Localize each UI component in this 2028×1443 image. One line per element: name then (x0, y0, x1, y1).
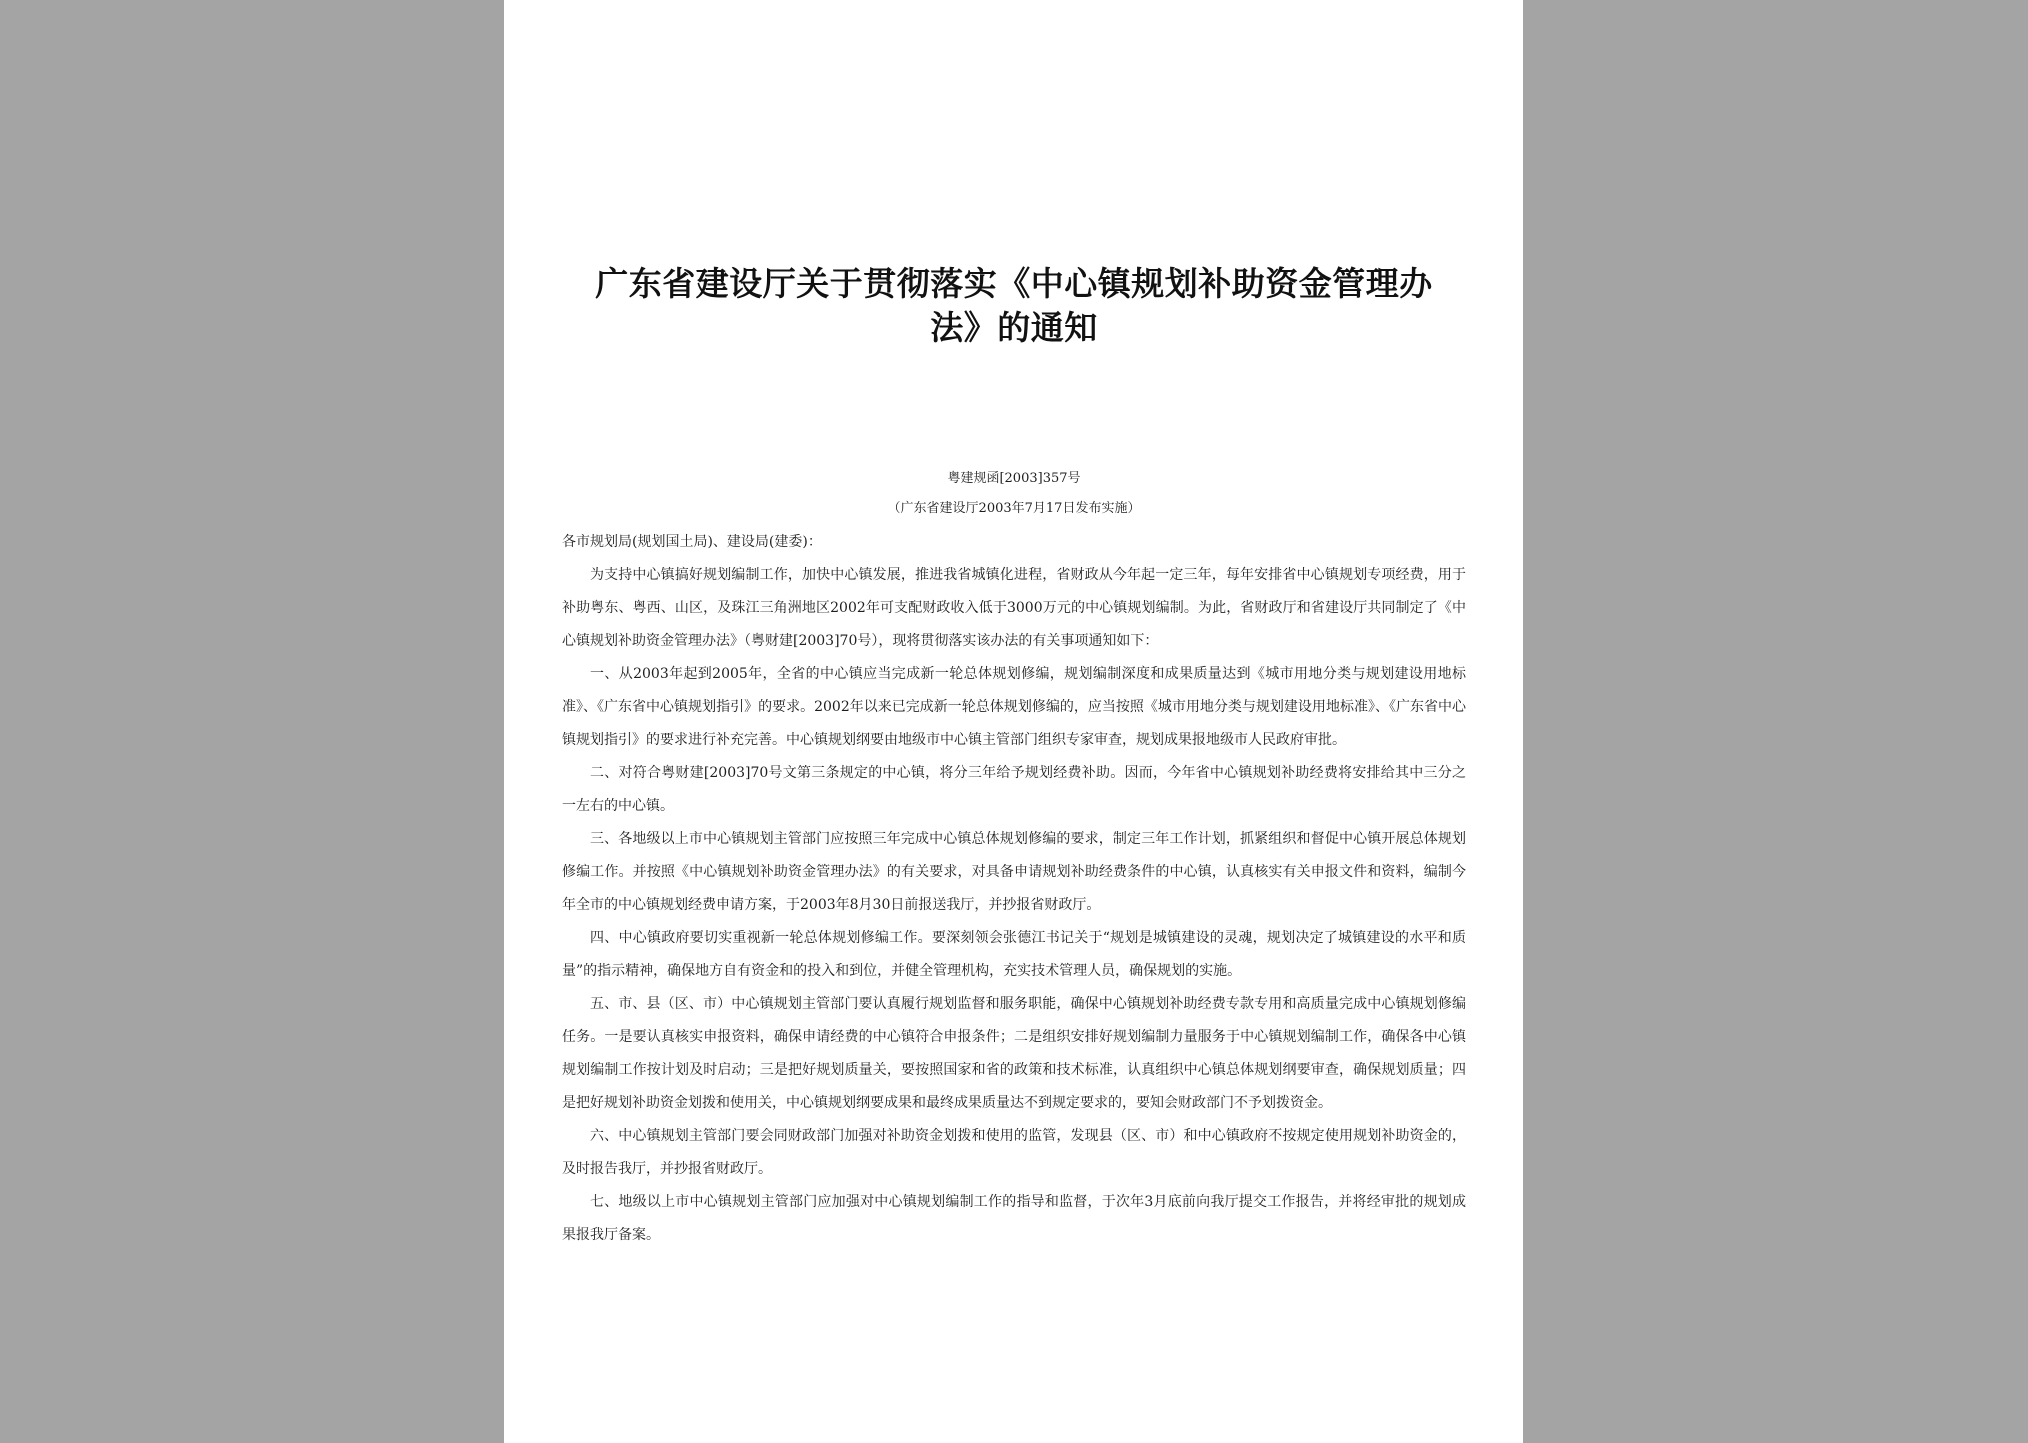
paragraph-item-3: 三、各地级以上市中心镇规划主管部门应按照三年完成中心镇总体规划修编的要求，制定三年工作计划，抓紧组织和督促中心镇开展总体规划修编工作。并按照《中心镇规划补助资金管理办法》的有关要求，对具备申请规划补助经费条件的中心镇，认真核实有关申报文件和资料，编制今年全市的中心镇规划经费申请方案，于2003年8月30日前报送我厅，并抄报省财政厅。 (562, 831, 1466, 913)
issue-note: （广东省建设厅2003年7月17日发布实施） (887, 501, 1141, 516)
paragraph-intro: 为支持中心镇搞好规划编制工作，加快中心镇发展，推进我省城镇化进程，省财政从今年起一定三年，每年安排省中心镇规划专项经费，用于补助粤东、粤西、山区，及珠江三角洲地区2002年可支配财政收入低于3000万元的中心镇规划编制。为此，省财政厅和省建设厅共同制定了《中心镇规划补助资金管理办法》（粤财建[2003]70号），现将贯彻落实该办法的有关事项通知如下： (562, 567, 1466, 649)
paragraph-item-2: 二、对符合粤财建[2003]70号文第三条规定的中心镇，将分三年给予规划经费补助。因而，今年省中心镇规划补助经费将安排给其中三分之一左右的中心镇。 (562, 765, 1466, 814)
document-page (504, 0, 1523, 1443)
paragraph-item-7: 七、地级以上市中心镇规划主管部门应加强对中心镇规划编制工作的指导和监督，于次年3月底前向我厅提交工作报告，并将经审批的规划成果报我厅备案。 (562, 1194, 1466, 1243)
document-content (562, 262, 1466, 1252)
salutation: 各市规划局(规划国土局)、建设局(建委)： (562, 534, 822, 550)
paragraph-item-4: 四、中心镇政府要切实重视新一轮总体规划修编工作。要深刻领会张德江书记关于“规划是城镇建设的灵魂，规划决定了城镇建设的水平和质量”的指示精神，确保地方自有资金和的投入和到位，并健全管理机构，充实技术管理人员，确保规划的实施。 (562, 930, 1466, 979)
document-number: 粤建规函[2003]357号 (947, 471, 1081, 486)
paragraph-item-6: 六、中心镇规划主管部门要会同财政部门加强对补助资金划拨和使用的监管，发现县（区、市）和中心镇政府不按规定使用规划补助资金的，及时报告我厅，并抄报省财政厅。 (562, 1128, 1466, 1177)
paragraph-item-5: 五、市、县（区、市）中心镇规划主管部门要认真履行规划监督和服务职能，确保中心镇规划补助经费专款专用和高质量完成中心镇规划修编任务。一是要认真核实申报资料，确保申请经费的中心镇符合申报条件；二是组织安排好规划编制力量服务于中心镇规划编制工作，确保各中心镇规划编制工作按计划及时启动；三是把好规划质量关，要按照国家和省的政策和技术标准，认真组织中心镇总体规划纲要审查，确保规划质量；四是把好规划补助资金划拨和使用关，中心镇规划纲要成果和最终成果质量达不到规定要求的，要知会财政部门不予划拨资金。 (562, 996, 1466, 1111)
document-title: 广东省建设厅关于贯彻落实《中心镇规划补助资金管理办法》的通知 (595, 264, 1433, 347)
paragraph-item-1: 一、从2003年起到2005年，全省的中心镇应当完成新一轮总体规划修编，规划编制深度和成果质量达到《城市用地分类与规划建设用地标准》、《广东省中心镇规划指引》的要求。2002年以来已完成新一轮总体规划修编的，应当按照《城市用地分类与规划建设用地标准》、《广东省中心镇规划指引》的要求进行补充完善。中心镇规划纲要由地级市中心镇主管部门组织专家审查，规划成果报地级市人民政府审批。 (562, 666, 1466, 748)
